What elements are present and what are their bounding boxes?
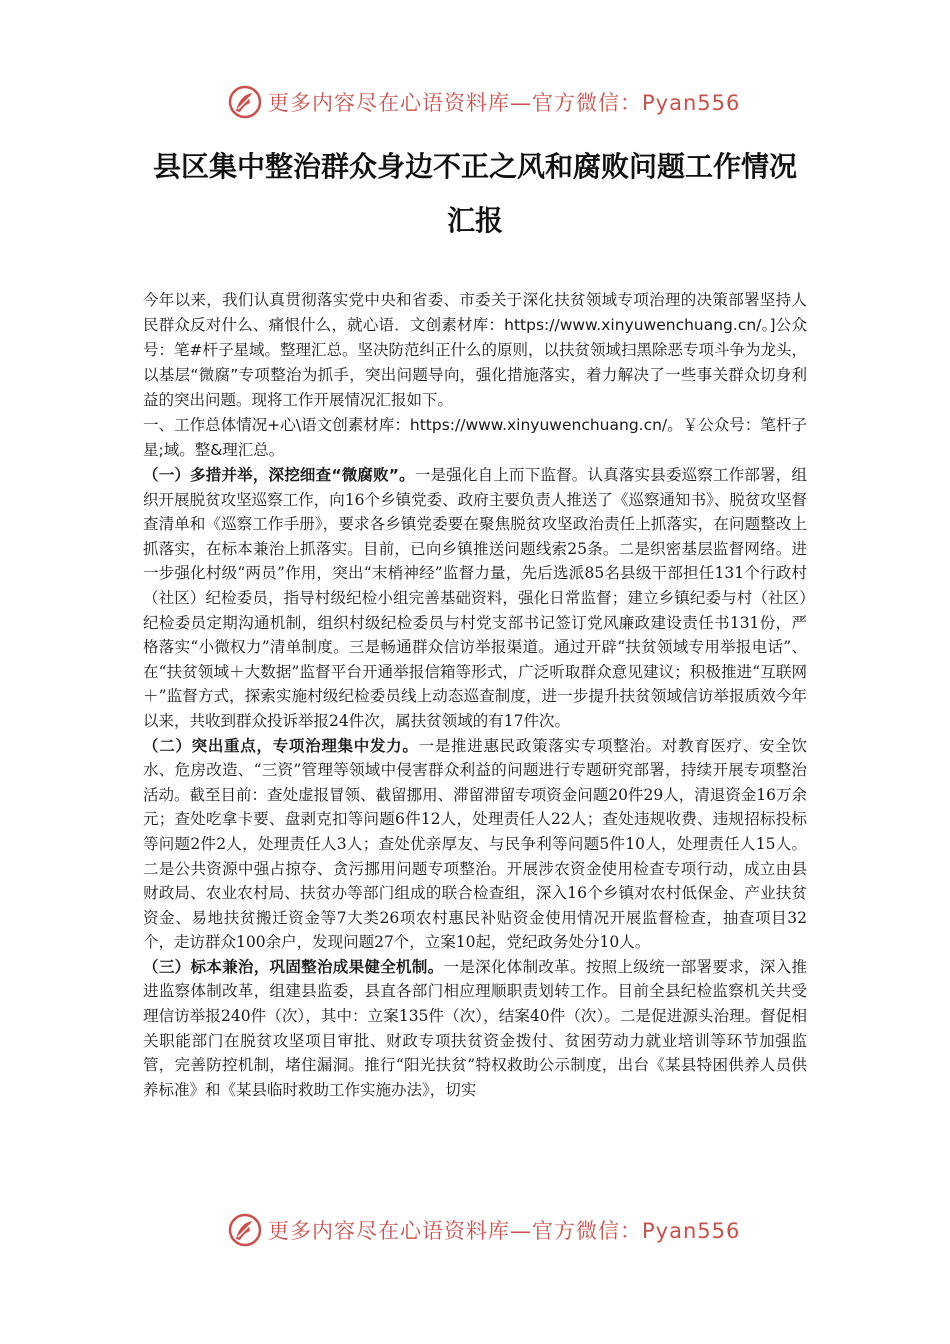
subsection-3-heading: （三）标本兼治，巩固整治成果健全机制。 — [143, 957, 444, 976]
title-line-1: 县区集中整治群众身边不正之风和腐败问题工作情况 — [152, 150, 797, 183]
subsection-3-paragraph — [143, 955, 807, 1103]
subsection-2-heading: （二）突出重点，专项治理集中发力。 — [143, 736, 419, 755]
watermark-banner-bottom — [228, 1210, 748, 1250]
title-line-2: 汇报 — [446, 204, 503, 237]
watermark-banner-text: 更多内容尽在心语资料库—官方微信：Pyan556 — [268, 91, 741, 115]
document-title — [120, 140, 830, 248]
xinyu-logo-icon — [228, 1213, 262, 1247]
subsection-2-text: 一是推进惠民政策落实专项整治。对教育医疗、安全饮水、危房改造、“三资”管理等领域中侵害群众利益的问题进行专题研究部署，持续开展专项整治活动。截至目前：查处虚报冒领、截留挪用、滞留滞留专项资金问题20件29人，清退资金16万余元；查处吃拿卡要、盘剥克扣等问题6件12人，处理责任人22人；查处违规收费、违规招标投标等问题2件2人，处理责任人3人；查处优亲厚友、与民争利等问题5件10人，处理责任人15人。二是公共资源中强占掠夺、贪污挪用问题专项整治。开展涉农资金使用检查专项行动，成立由县财政局、农业农村局、扶贫办等部门组成的联合检查组，深入16个乡镇对农村低保金、产业扶贫资金、易地扶贫搬迁资金等7大类26项农村惠民补贴资金使用情况开展监督检查，抽查项目32个，走访群众100余户，发现问题27个，立案10起，党纪政务处分10人。 — [143, 736, 807, 952]
subsection-2-paragraph — [143, 734, 807, 955]
subsection-1-heading: （一）多措并举，深挖细查“微腐败”。 — [143, 466, 415, 484]
watermark-banner-text: 更多内容尽在心语资料库—官方微信：Pyan556 — [268, 1219, 741, 1243]
section-1-heading: 一、工作总体情况+心\语文创素材库：https://www.xinyuwenchuang.cn/。￥公众号：笔杆子星;域。整&理汇总。 — [143, 416, 807, 459]
subsection-1-text: 一是强化自上而下监督。认真落实县委巡察工作部署，组织开展脱贫攻坚巡察工作，向16个乡镇党委、政府主要负责人推送了《巡察通知书》、脱贫攻坚督查清单和《巡察工作手册》，要求各乡镇党委要在聚焦脱贫攻坚政治责任上抓落实，在问题整改上抓落实，在标本兼治上抓落实。目前，已向乡镇推送问题线索25条。二是织密基层监督网络。进一步强化村级“两员”作用，突出“末梢神经”监督力量，先后选派85名县级干部担任131个行政村（社区）纪检委员，指导村级纪检小组完善基础资料，强化日常监督；建立乡镇纪委与村（社区）纪检委员定期沟通机制，组织村级纪检委员与村党支部书记签订党风廉政建设责任书131份，严格落实“小微权力”清单制度。三是畅通群众信访举报渠道。通过开辟“扶贫领域专用举报电话”、在“扶贫领域＋大数据”监督平台开通举报信箱等形式，广泛听取群众意见建议；积极推进“互联网＋”监督方式，探索实施村级纪检委员线上动态巡查制度，进一步提升扶贫领域信访举报质效今年以来，共收到群众投诉举报24件次，属扶贫领域的有17件次。 — [143, 466, 807, 730]
intro-paragraph: 今年以来，我们认真贯彻落实党中央和省委、市委关于深化扶贫领域专项治理的决策部署坚持人民群众反对什么、痛恨什么，就心语．文创素材库：https://www.xinyuwenchuang.cn/。]公众号：笔#杆子星域。整理汇总。坚决防范纠正什么的原则，以扶贫领域扫黑除恶专项斗争为龙头，以基层“微腐”专项整治为抓手，突出问题导向，强化措施落实，着力解决了一些事关群众切身利益的突出问题。现将工作开展情况汇报如下。 — [143, 291, 807, 409]
subsection-1-paragraph — [143, 463, 807, 734]
watermark-banner-top — [228, 82, 748, 122]
xinyu-logo-icon — [228, 85, 262, 119]
document-body — [143, 288, 807, 1102]
subsection-3-text: 一是深化体制改革。按照上级统一部署要求，深入推进监察体制改革，组建县监委，县直各部门相应理顺职责划转工作。目前全县纪检监察机关共受理信访举报240件（次），其中：立案135件（次），结案40件（次）。二是促进源头治理。督促相关职能部门在脱贫攻坚项目审批、财政专项扶贫资金拨付、贫困劳动力就业培训等环节加强监管，完善防控机制，堵住漏洞。推行“阳光扶贫”特权救助公示制度，出台《某县特困供养人员供养标准》和《某县临时救助工作实施办法》，切实 — [143, 957, 807, 1099]
